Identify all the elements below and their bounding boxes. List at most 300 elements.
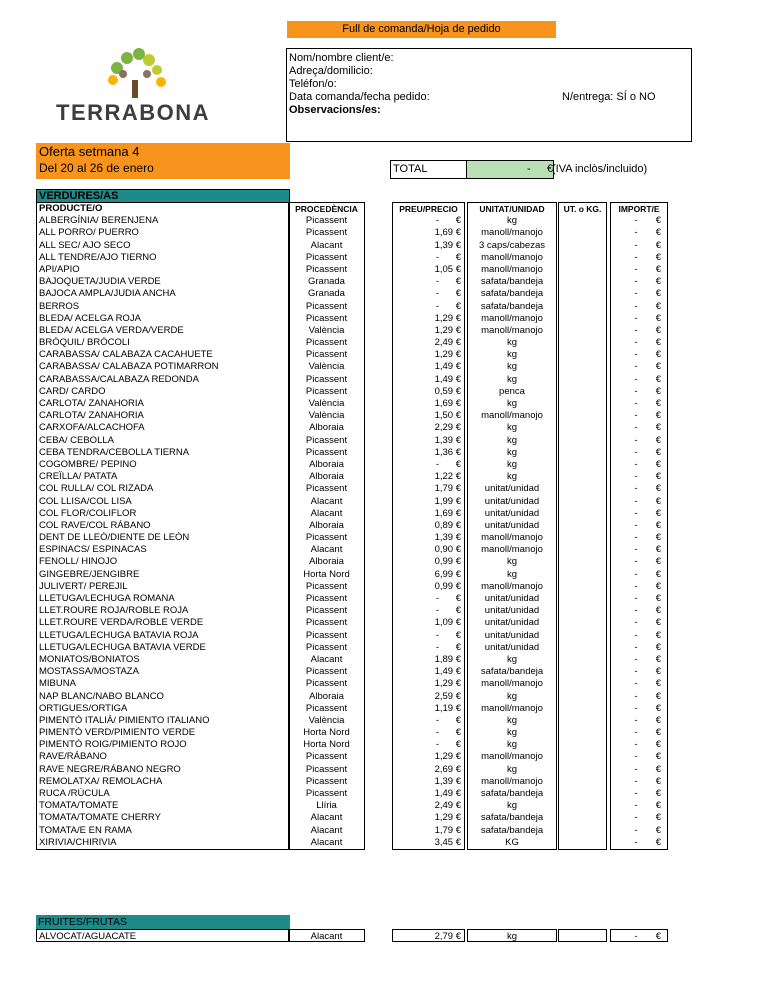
amount-currency: € — [655, 593, 661, 604]
product-name: LLETUGA/LECHUGA BATAVIA VERDE — [39, 641, 206, 653]
price-cell — [393, 617, 464, 629]
price-value: 1,69 — [434, 507, 454, 519]
origin-cell: Picassent — [305, 788, 348, 799]
price-currency: € — [455, 800, 461, 812]
origin-cell: Alacant — [310, 507, 343, 519]
amount-cell — [611, 544, 667, 556]
offer-banner — [36, 143, 290, 179]
quantity-input-cell[interactable] — [559, 544, 606, 556]
quantity-input-cell[interactable] — [559, 313, 606, 325]
amount-currency: € — [655, 800, 661, 812]
amount-cell — [611, 812, 667, 824]
quantity-input-cell[interactable] — [559, 288, 606, 300]
quantity-input-cell[interactable] — [559, 349, 606, 361]
origin-cell: Alboraia — [309, 690, 344, 702]
unit-cell: manoll/manojo — [481, 775, 543, 787]
amount-cell — [611, 617, 667, 629]
client-info-box[interactable] — [286, 48, 692, 142]
origin-cell: Picassent — [305, 629, 348, 641]
price-value: - — [435, 714, 440, 726]
amount-value: - — [634, 276, 638, 288]
amount-currency: € — [655, 227, 661, 239]
amount-currency: € — [655, 751, 661, 763]
price-currency: € — [455, 739, 461, 751]
unit-cell: kg — [506, 398, 518, 409]
quantity-input-cell[interactable] — [559, 812, 606, 824]
unit-cell: kg — [506, 215, 518, 227]
amount-currency: € — [655, 215, 661, 227]
unit-cell: safata/bandeja — [480, 824, 544, 836]
unit-cell: safata/bandeja — [480, 666, 544, 678]
price-currency: € — [455, 263, 461, 275]
price-cell — [393, 496, 464, 508]
unit-cell: unitat/unidad — [484, 617, 540, 629]
price-cell — [393, 508, 464, 520]
unit-cell: kg — [506, 446, 518, 458]
amount-currency: € — [655, 775, 661, 787]
amount-currency: € — [655, 300, 661, 312]
amount-cell — [611, 764, 667, 776]
unit-cell: KG — [505, 836, 519, 848]
amount-currency: € — [655, 702, 661, 714]
quantity-input-cell[interactable] — [559, 496, 606, 508]
price-value: 0,89 — [434, 519, 454, 531]
price-cell — [393, 459, 464, 471]
price-cell — [393, 678, 464, 690]
price-currency: € — [455, 544, 461, 556]
origin-cell: Alboraia — [309, 422, 344, 434]
quantity-input-cell[interactable] — [559, 593, 606, 605]
quantity-input-cell[interactable] — [559, 764, 606, 776]
amount-value: - — [634, 324, 638, 336]
product-name: API/APIO — [39, 263, 80, 275]
origin-cell: Picassent — [305, 641, 348, 653]
amount-cell — [611, 422, 667, 434]
price-currency: € — [455, 751, 461, 763]
price-column — [392, 202, 465, 850]
product-name: RAVE/RÁBANO — [39, 751, 107, 763]
amount-cell — [611, 215, 667, 227]
origin-cell: Picassent — [305, 763, 348, 775]
form-title: Full de comanda/Hoja de pedido — [287, 21, 556, 38]
price-value: 2,49 — [434, 800, 454, 812]
client-phone-label: Teléfon/o: — [289, 78, 337, 90]
amount-value: - — [634, 727, 638, 739]
price-cell — [393, 288, 464, 300]
product-name: CARXOFA/ALCACHOFA — [39, 422, 145, 434]
amount-cell — [611, 471, 667, 483]
product-name: BLEDA/ ACELGA VERDA/VERDE — [39, 324, 184, 336]
amount-value: - — [634, 836, 638, 848]
quantity-input-cell[interactable] — [559, 788, 606, 800]
amount-currency: € — [655, 312, 661, 324]
unit-cell: kg — [506, 422, 518, 434]
client-address-label: Adreça/domilicio: — [289, 65, 373, 77]
product-name: LLET.ROURE VERDA/ROBLE VERDE — [39, 617, 204, 629]
price-value: 1,19 — [434, 702, 454, 714]
quantity-input-cell[interactable] — [559, 556, 606, 568]
origin-column — [288, 202, 365, 850]
price-currency: € — [455, 763, 461, 775]
price-cell — [393, 313, 464, 325]
amount-value: - — [634, 300, 638, 312]
amount-value: - — [634, 763, 638, 775]
unit-cell: kg — [506, 556, 518, 568]
unit-cell: kg — [506, 458, 518, 470]
price-currency: € — [455, 434, 461, 446]
amount-value: - — [634, 751, 638, 763]
amount-value: - — [634, 507, 638, 519]
amount-currency: € — [655, 568, 661, 580]
quantity-input-cell[interactable] — [559, 398, 606, 410]
price-list — [393, 215, 464, 849]
product-name: ALL SEC/ AJO SECO — [39, 239, 131, 251]
amount-cell — [611, 483, 667, 495]
amount-cell — [611, 313, 667, 325]
quantity-input-cell[interactable] — [559, 374, 606, 386]
quantity-input-cell[interactable] — [559, 605, 606, 617]
price-cell — [393, 739, 464, 751]
amount-value: - — [634, 215, 638, 227]
unit-cell: kg — [506, 434, 518, 446]
origin-cell: Picassent — [305, 251, 348, 263]
price-value: 1,69 — [434, 398, 454, 409]
unit-cell: manoll/manojo — [481, 544, 543, 556]
unit-cell: kg — [506, 471, 518, 483]
price-value: 0,90 — [434, 544, 454, 556]
quantity-input-cell[interactable] — [559, 532, 606, 544]
quantity-input-cell[interactable] — [559, 483, 606, 495]
amount-value: - — [634, 678, 638, 690]
quantity-input-cell[interactable] — [559, 776, 606, 788]
product-name: BAJOQUETA/JUDIA VERDE — [39, 276, 161, 288]
product-name: ALBERGÍNIA/ BERENJENA — [39, 215, 159, 227]
quantity-input-cell[interactable] — [559, 703, 606, 715]
origin-cell: Picassent — [305, 373, 348, 385]
price-currency: € — [455, 727, 461, 739]
amount-cell — [611, 776, 667, 788]
quantity-input-cell[interactable] — [559, 825, 606, 837]
amount-cell — [611, 691, 667, 703]
amount-cell — [611, 788, 667, 800]
amount-currency: € — [655, 629, 661, 641]
brand-name: TERRABONA — [56, 100, 211, 125]
amount-value: - — [634, 239, 638, 251]
origin-cell: Alacant — [310, 824, 343, 836]
product-name: CARLOTA/ ZANAHORIA — [39, 410, 144, 422]
quantity-input-cell[interactable] — [559, 215, 606, 227]
price-currency: € — [455, 580, 461, 592]
quantity-input-cell[interactable] — [559, 581, 606, 593]
quantity-input-cell[interactable] — [559, 471, 606, 483]
quantity-input-cell[interactable] — [559, 715, 606, 727]
amount-currency: € — [655, 385, 661, 397]
amount-cell — [611, 410, 667, 422]
amount-value: - — [634, 690, 638, 702]
price-cell — [393, 776, 464, 788]
quantity-input-cell[interactable] — [559, 630, 606, 642]
product-name: ALL PORRO/ PUERRO — [39, 227, 139, 239]
amount-value: - — [634, 398, 638, 409]
quantity-input-cell[interactable] — [559, 325, 606, 337]
amount-currency: € — [655, 678, 661, 690]
unit-cell: safata/bandeja — [480, 276, 544, 288]
price-value: 1,29 — [434, 312, 454, 324]
amount-currency: € — [655, 605, 661, 617]
price-cell — [393, 410, 464, 422]
amount-cell — [611, 337, 667, 349]
price-cell — [393, 483, 464, 495]
quantity-input-cell[interactable] — [559, 386, 606, 398]
price-value: 1,49 — [434, 666, 454, 678]
unit-cell: manoll/manojo — [481, 324, 543, 336]
quantity-input-cell[interactable] — [559, 666, 606, 678]
amount-currency: € — [655, 836, 661, 848]
product-list — [37, 215, 289, 849]
price-value: 1,39 — [434, 434, 454, 446]
product-name: CARABASSA/ CALABAZA POTIMARRON — [39, 361, 219, 373]
price-value: 1,99 — [434, 495, 454, 507]
price-currency: € — [455, 215, 461, 227]
product-name: CEBA TENDRA/CEBOLLA TIERNA — [39, 446, 190, 458]
amount-currency: € — [655, 263, 661, 275]
price-cell — [393, 654, 464, 666]
quantity-input-cell[interactable] — [559, 691, 606, 703]
unit-cell: kg — [506, 690, 518, 702]
fruit-quantity-cell[interactable] — [558, 929, 607, 942]
price-cell — [393, 422, 464, 434]
product-name: NAP BLANC/NABO BLANCO — [39, 690, 164, 702]
quantity-input-cell[interactable] — [559, 508, 606, 520]
price-cell — [393, 593, 464, 605]
product-name: ALL TENDRE/AJO TIERNO — [39, 251, 157, 263]
price-value: 1,39 — [434, 775, 454, 787]
amount-currency: € — [655, 337, 661, 349]
price-currency: € — [455, 361, 461, 373]
amount-value: - — [634, 617, 638, 629]
order-date-label: Data comanda/fecha pedido: — [289, 91, 430, 103]
price-value: 1,39 — [434, 532, 454, 544]
amount-currency: € — [655, 458, 661, 470]
amount-cell — [611, 593, 667, 605]
price-cell — [393, 276, 464, 288]
amount-currency: € — [655, 495, 661, 507]
origin-cell: Horta Nord — [303, 739, 350, 751]
quantity-input-cell[interactable] — [559, 520, 606, 532]
price-currency: € — [455, 556, 461, 568]
quantity-input-cell[interactable] — [559, 447, 606, 459]
product-name: FENOLL/ HINOJO — [39, 556, 118, 568]
quantity-input-cell[interactable] — [559, 617, 606, 629]
quantity-input-cell[interactable] — [559, 227, 606, 239]
amount-cell — [611, 703, 667, 715]
price-value: 1,50 — [434, 410, 454, 422]
product-name: PIMENTÓ VERD/PIMIENTO VERDE — [39, 727, 196, 739]
quantity-input-cell[interactable] — [559, 264, 606, 276]
amount-value: - — [634, 629, 638, 641]
amount-value: - — [634, 812, 638, 824]
amount-currency: € — [655, 739, 661, 751]
quantity-input-cell[interactable] — [559, 751, 606, 763]
price-value: - — [435, 641, 440, 653]
quantity-input-cell[interactable] — [559, 739, 606, 751]
client-name-label: Nom/nombre client/e: — [289, 52, 394, 64]
origin-cell: Alacant — [310, 653, 343, 665]
price-cell — [393, 569, 464, 581]
quantity-input-cell[interactable] — [559, 410, 606, 422]
price-currency: € — [455, 251, 461, 263]
amount-cell — [611, 252, 667, 264]
product-name: JULIVERT/ PEREJIL — [39, 580, 128, 592]
amount-cell — [611, 630, 667, 642]
quantity-input-cell[interactable] — [559, 654, 606, 666]
amount-value: - — [634, 544, 638, 556]
quantity-input-cell[interactable] — [559, 727, 606, 739]
amount-value: - — [634, 251, 638, 263]
origin-cell: Alacant — [310, 239, 343, 251]
amount-currency: € — [655, 544, 661, 556]
unit-column-header: UNITAT/UNIDAD — [479, 204, 545, 214]
price-currency: € — [455, 653, 461, 665]
quantity-column[interactable] — [558, 202, 607, 850]
amount-cell — [611, 800, 667, 812]
price-cell — [393, 447, 464, 459]
amount-cell — [611, 264, 667, 276]
price-cell — [393, 520, 464, 532]
fruit-origin-cell: Alacant — [288, 929, 365, 942]
unit-cell: kg — [506, 739, 518, 751]
offer-title: Oferta setmana 4 — [39, 144, 140, 159]
price-value: 3,45 — [434, 836, 454, 848]
price-column-header: PREU/PRECIO — [399, 204, 458, 214]
price-value: - — [435, 605, 440, 617]
amount-cell — [611, 520, 667, 532]
amount-cell — [611, 666, 667, 678]
total-value-cell — [466, 160, 554, 179]
quantity-input-cell[interactable] — [559, 276, 606, 288]
price-value: 2,49 — [434, 337, 454, 349]
amount-value: - — [634, 312, 638, 324]
price-cell — [393, 837, 464, 849]
price-value: - — [435, 276, 440, 288]
product-column — [36, 202, 290, 850]
product-name: CEBA/ CEBOLLA — [39, 434, 114, 446]
unit-cell: manoll/manojo — [481, 227, 543, 239]
amount-cell — [611, 581, 667, 593]
total-value: - — [527, 163, 531, 175]
amount-cell — [611, 227, 667, 239]
amount-value: - — [634, 788, 638, 799]
amount-value: - — [634, 483, 638, 495]
offer-dates: Del 20 al 26 de enero — [39, 161, 154, 175]
product-name: COL LLISA/COL LISA — [39, 495, 132, 507]
quantity-list[interactable] — [559, 215, 606, 849]
quantity-input-cell[interactable] — [559, 642, 606, 654]
origin-cell: Picassent — [305, 483, 348, 495]
price-currency: € — [455, 337, 461, 349]
amount-cell — [611, 532, 667, 544]
price-value: - — [435, 727, 440, 739]
quantity-input-cell[interactable] — [559, 837, 606, 849]
price-currency: € — [455, 836, 461, 848]
origin-cell: Picassent — [305, 446, 348, 458]
unit-cell: manoll/manojo — [481, 532, 543, 544]
price-cell — [393, 374, 464, 386]
unit-cell: unitat/unidad — [484, 641, 540, 653]
quantity-input-cell[interactable] — [559, 435, 606, 447]
amount-cell — [611, 605, 667, 617]
quantity-input-cell[interactable] — [559, 301, 606, 313]
quantity-input-cell[interactable] — [559, 422, 606, 434]
origin-cell: Alacant — [310, 544, 343, 556]
quantity-input-cell[interactable] — [559, 569, 606, 581]
amount-currency: € — [655, 398, 661, 409]
unit-cell: unitat/unidad — [484, 593, 540, 604]
amount-value: - — [634, 385, 638, 397]
amount-cell — [611, 837, 667, 849]
price-value: 0,59 — [434, 385, 454, 397]
origin-cell: Picassent — [305, 300, 348, 312]
origin-cell: Picassent — [305, 337, 348, 349]
origin-cell: Picassent — [305, 678, 348, 690]
price-value: 1,39 — [434, 239, 454, 251]
price-cell — [393, 715, 464, 727]
price-currency: € — [455, 422, 461, 434]
price-cell — [393, 337, 464, 349]
amount-currency: € — [655, 373, 661, 385]
unit-cell: unitat/unidad — [484, 483, 540, 495]
origin-cell: Llíria — [316, 800, 337, 812]
price-cell — [393, 812, 464, 824]
price-currency: € — [455, 288, 461, 300]
amount-cell — [611, 642, 667, 654]
quantity-input-cell[interactable] — [559, 240, 606, 252]
quantity-input-cell[interactable] — [559, 459, 606, 471]
amount-value: - — [634, 605, 638, 617]
amount-cell — [611, 508, 667, 520]
price-cell — [393, 252, 464, 264]
quantity-input-cell[interactable] — [559, 361, 606, 373]
fruit-amount-currency: € — [655, 931, 661, 942]
quantity-input-cell[interactable] — [559, 800, 606, 812]
origin-cell: Granada — [308, 288, 345, 300]
quantity-input-cell[interactable] — [559, 252, 606, 264]
amount-currency: € — [655, 349, 661, 361]
price-value: 2,69 — [434, 763, 454, 775]
quantity-input-cell[interactable] — [559, 337, 606, 349]
origin-cell: Picassent — [305, 702, 348, 714]
quantity-input-cell[interactable] — [559, 678, 606, 690]
price-value: 1,89 — [434, 653, 454, 665]
amount-currency: € — [655, 788, 661, 799]
amount-currency: € — [655, 422, 661, 434]
product-name: MIBUNA — [39, 678, 76, 690]
notes-label: Observacions/es: — [289, 104, 381, 116]
product-name: COGOMBRE/ PEPINO — [39, 458, 137, 470]
price-cell — [393, 227, 464, 239]
price-currency: € — [455, 568, 461, 580]
price-value: 1,29 — [434, 812, 454, 824]
price-cell — [393, 666, 464, 678]
price-value: - — [435, 215, 440, 227]
amount-value: - — [634, 739, 638, 751]
price-cell — [393, 349, 464, 361]
amount-cell — [611, 739, 667, 751]
price-cell — [393, 630, 464, 642]
origin-cell: Alacant — [310, 836, 343, 848]
fruits-section-header: FRUITES/FRUTAS — [36, 915, 290, 929]
price-cell — [393, 386, 464, 398]
